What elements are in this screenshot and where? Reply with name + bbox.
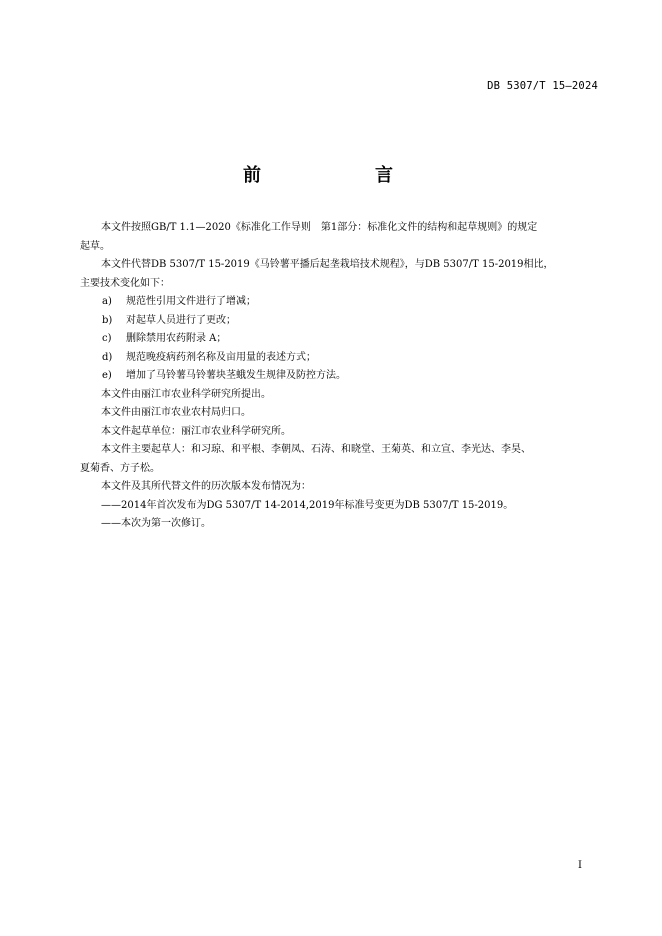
drafters-statement: 本文件主要起草人：和习琼、和平根、李朝凤、石涛、和晓堂、王菊英、和立宣、李光达、李昊、 bbox=[101, 444, 531, 455]
item-marker: a) bbox=[102, 296, 112, 307]
drafting-unit-statement: 本文件起草单位：丽江市农业科学研究所。 bbox=[101, 425, 291, 437]
item-marker: d) bbox=[102, 351, 113, 363]
item-marker: c) bbox=[102, 333, 112, 344]
history-item: ——2014年首次发布为DG 5307/T 14-2014,2019年标准号变更为DB 5307/T 15-2019。 bbox=[101, 499, 514, 511]
history-item: ——本次为第一次修订。 bbox=[101, 518, 211, 529]
managed-by-statement: 本文件由丽江市农业农村局归口。 bbox=[101, 407, 251, 418]
change-item bbox=[80, 293, 600, 312]
change-item bbox=[80, 367, 600, 386]
proposed-by-statement: 本文件由丽江市农业科学研究所提出。 bbox=[101, 388, 271, 400]
paragraph-line: 起草。 bbox=[80, 240, 110, 252]
page-title: 前 言 bbox=[243, 165, 419, 186]
page-number: I bbox=[578, 860, 582, 871]
item-text: 对起草人员进行了更改； bbox=[126, 314, 236, 326]
change-item bbox=[80, 349, 600, 368]
change-item bbox=[80, 312, 600, 331]
item-text: 规范性引用文件进行了增减； bbox=[126, 296, 256, 307]
history-intro: 本文件及其所代替文件的历次版本发布情况为： bbox=[101, 481, 311, 492]
paragraph-line: 本文件按照GB/T 1.1—2020《标准化工作导则 第1部分：标准化文件的结构和起草规则》的规定 bbox=[101, 222, 538, 233]
item-marker: b) bbox=[102, 314, 113, 326]
document-code: DB 5307/T 15—2024 bbox=[487, 80, 598, 92]
item-text: 规范晚疫病药剂名称及亩用量的表述方式； bbox=[126, 351, 316, 363]
item-text: 删除禁用农药附录 A； bbox=[126, 333, 227, 344]
change-item bbox=[80, 330, 600, 349]
foreword-body bbox=[80, 219, 600, 534]
drafters-statement-continued: 夏菊香、方子松。 bbox=[80, 462, 160, 474]
item-marker: e) bbox=[102, 370, 112, 381]
paragraph-line: 主要技术变化如下： bbox=[80, 277, 170, 289]
paragraph-line: 本文件代替DB 5307/T 15-2019《马铃薯平播后起垄栽培技术规程》，与DB 5307/T 15-2019相比， bbox=[101, 259, 554, 270]
item-text: 增加了马铃薯马铃薯块茎蛾发生规律及防控方法。 bbox=[126, 370, 346, 381]
